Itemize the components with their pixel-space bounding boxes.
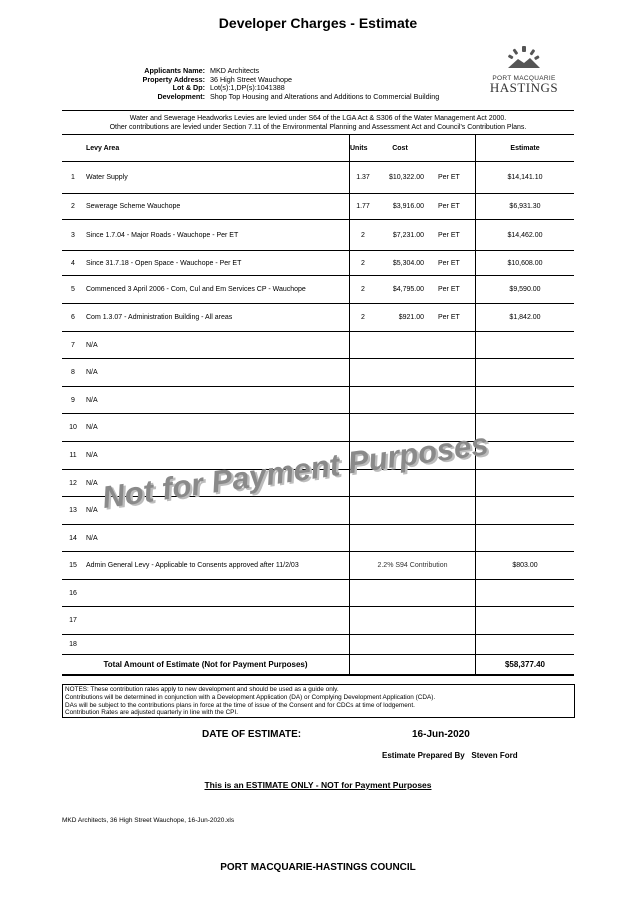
prepared-label: Estimate Prepared By xyxy=(382,751,465,760)
row-number: 1 xyxy=(62,162,84,194)
units-cell xyxy=(350,635,377,655)
per-cell xyxy=(424,332,476,359)
levy-name: N/A xyxy=(84,525,350,552)
row-number: 4 xyxy=(62,251,84,276)
estimate-cell: $803.00 xyxy=(476,552,575,580)
levy-name xyxy=(84,607,350,635)
table-row xyxy=(62,635,574,655)
units-cell: 2 xyxy=(350,276,377,304)
table-row xyxy=(62,525,574,552)
row-number: 11 xyxy=(62,442,84,470)
per-cell xyxy=(424,525,476,552)
units-cell: 1.37 xyxy=(350,162,377,194)
contribution-text: 2.2% S94 Contribution xyxy=(350,552,476,580)
per-cell xyxy=(424,387,476,414)
per-cell: Per ET xyxy=(424,162,476,194)
row-number: 7 xyxy=(62,332,84,359)
table-row xyxy=(62,162,574,194)
estimate-cell xyxy=(476,387,575,414)
levy-name: N/A xyxy=(84,470,350,497)
units-cell: 2 xyxy=(350,251,377,276)
development: Shop Top Housing and Alterations and Additions to Commercial Building xyxy=(210,91,440,101)
legal-text xyxy=(62,114,574,132)
cost-cell: $4,795.00 xyxy=(376,276,424,304)
prepared-name: Steven Ford xyxy=(471,751,518,760)
applicant-name: MKD Architects xyxy=(210,66,260,75)
row-number: 10 xyxy=(62,414,84,442)
lot-dp: Lot(s):1,DP(s):1041388 xyxy=(210,83,285,93)
row-number: 2 xyxy=(62,194,84,220)
cost-cell xyxy=(376,525,424,552)
notes-box xyxy=(62,684,575,718)
levy-name: Since 31.7.18 - Open Space - Wauchope - Per ET xyxy=(84,251,350,276)
table-row xyxy=(62,276,574,304)
levy-name: N/A xyxy=(84,497,350,525)
per-cell: Per ET xyxy=(424,251,476,276)
table-row xyxy=(62,304,574,332)
applicant-name-label: Applicants Name: xyxy=(144,66,205,75)
note-line: DAs will be subject to the contributions plans in force at the time of issue of the Consent and for CDCs at time of lodgement. xyxy=(65,701,415,709)
cost-cell: $5,304.00 xyxy=(376,251,424,276)
units-cell xyxy=(350,525,377,552)
table-row xyxy=(62,552,574,580)
levy-name xyxy=(84,580,350,607)
levy-name: N/A xyxy=(84,414,350,442)
row-number: 16 xyxy=(62,580,84,607)
table-row xyxy=(62,387,574,414)
levy-name: Water Supply xyxy=(84,162,350,194)
units-cell xyxy=(350,359,377,387)
levy-table xyxy=(62,135,574,676)
total-label: Total Amount of Estimate (Not for Payment Purposes) xyxy=(62,655,350,676)
cost-cell: $7,231.00 xyxy=(376,220,424,251)
units-cell xyxy=(350,414,377,442)
row-number: 13 xyxy=(62,497,84,525)
legal-line1: Water and Sewerage Headworks Levies are levied under S64 of the LGA Act & S306 of the Water Management Act 2000. xyxy=(129,115,507,122)
units-cell xyxy=(350,332,377,359)
table-row xyxy=(62,220,574,251)
levy-name: N/A xyxy=(84,442,350,470)
estimate-cell: $14,141.10 xyxy=(476,162,575,194)
estimate-cell xyxy=(476,470,575,497)
units-header: Units xyxy=(350,135,377,162)
cost-cell xyxy=(376,497,424,525)
per-cell xyxy=(424,470,476,497)
estimate-header: Estimate xyxy=(476,135,575,162)
levy-name: N/A xyxy=(84,359,350,387)
total-row xyxy=(62,655,574,676)
estimate-cell: $14,462.00 xyxy=(476,220,575,251)
estimate-cell xyxy=(476,580,575,607)
row-number: 14 xyxy=(62,525,84,552)
prepared-by xyxy=(382,751,518,760)
cost-cell xyxy=(376,332,424,359)
council-logo xyxy=(484,44,564,94)
row-number: 6 xyxy=(62,304,84,332)
estimate-cell xyxy=(476,442,575,470)
cost-cell xyxy=(376,359,424,387)
cost-cell: $921.00 xyxy=(376,304,424,332)
divider xyxy=(62,110,574,111)
cost-cell: $10,322.00 xyxy=(376,162,424,194)
per-cell xyxy=(424,607,476,635)
cost-cell xyxy=(376,580,424,607)
units-cell xyxy=(350,607,377,635)
estimate-cell: $10,608.00 xyxy=(476,251,575,276)
estimate-cell xyxy=(476,332,575,359)
units-cell xyxy=(350,497,377,525)
legal-line2: Other contributions are levied under Section 7.11 of the Environmental Planning and Assessment Act and Council's Contribution Plans. xyxy=(109,124,527,131)
levy-area-header: Levy Area xyxy=(84,135,350,162)
row-number: 3 xyxy=(62,220,84,251)
cost-cell: $3,916.00 xyxy=(376,194,424,220)
footer-filename: MKD Architects, 36 High Street Wauchope, 16-Jun-2020.xls xyxy=(62,817,235,824)
row-number: 12 xyxy=(62,470,84,497)
per-cell: Per ET xyxy=(424,220,476,251)
units-cell xyxy=(350,580,377,607)
table-row xyxy=(62,607,574,635)
per-cell xyxy=(424,497,476,525)
applicant-info xyxy=(80,67,439,101)
council-name: PORT MACQUARIE-HASTINGS COUNCIL xyxy=(220,862,416,873)
estimate-cell: $6,931.30 xyxy=(476,194,575,220)
table-row xyxy=(62,414,574,442)
levy-name: Sewerage Scheme Wauchope xyxy=(84,194,350,220)
cost-cell xyxy=(376,607,424,635)
levy-name: Com 1.3.07 - Administration Building - All areas xyxy=(84,304,350,332)
cost-cell xyxy=(376,387,424,414)
property-address: 36 High Street Wauchope xyxy=(210,74,293,84)
development-label: Development: xyxy=(157,91,205,101)
cost-cell xyxy=(376,635,424,655)
per-cell xyxy=(424,635,476,655)
table-row xyxy=(62,194,574,220)
levy-name: Commenced 3 April 2006 - Com, Cul and Em Services CP - Wauchope xyxy=(84,276,350,304)
row-number: 9 xyxy=(62,387,84,414)
cost-header: Cost xyxy=(376,135,424,162)
units-cell: 2 xyxy=(350,304,377,332)
per-cell: Per ET xyxy=(424,276,476,304)
levy-name: Since 1.7.04 - Major Roads - Wauchope - Per ET xyxy=(84,220,350,251)
estimate-cell: $1,842.00 xyxy=(476,304,575,332)
logo-line2: HASTINGS xyxy=(489,80,559,95)
estimate-cell xyxy=(476,497,575,525)
row-number: 15 xyxy=(62,552,84,580)
logo-line1: PORT MACQUARIE xyxy=(492,75,556,82)
row-number: 17 xyxy=(62,607,84,635)
per-cell xyxy=(424,359,476,387)
date-label: DATE OF ESTIMATE: xyxy=(202,729,302,740)
table-row xyxy=(62,580,574,607)
per-cell: Per ET xyxy=(424,304,476,332)
note-line: NOTES: These contribution rates apply to new development and should be used as a guide only. xyxy=(65,686,339,693)
units-cell: 2 xyxy=(350,220,377,251)
watermark: Not for Payment Purposes xyxy=(99,426,491,516)
date-value: 16-Jun-2020 xyxy=(412,729,470,740)
estimate-cell xyxy=(476,414,575,442)
estimate-cell xyxy=(476,607,575,635)
per-cell xyxy=(424,580,476,607)
estimate-cell xyxy=(476,359,575,387)
levy-name: Admin General Levy - Applicable to Consents approved after 11/2/03 xyxy=(84,552,350,580)
levy-name: N/A xyxy=(84,332,350,359)
levy-name: N/A xyxy=(84,387,350,414)
estimate-cell: $9,590.00 xyxy=(476,276,575,304)
levy-name xyxy=(84,635,350,655)
estimate-cell xyxy=(476,525,575,552)
table-row xyxy=(62,251,574,276)
disclaimer: This is an ESTIMATE ONLY - NOT for Payment Purposes xyxy=(204,780,432,790)
units-cell xyxy=(350,387,377,414)
row-number: 18 xyxy=(69,641,77,648)
estimate-cell xyxy=(476,635,575,655)
note-line: Contribution Rates are adjusted quarterly in line with the CPI. xyxy=(65,709,238,717)
table-row xyxy=(62,332,574,359)
lot-dp-label: Lot & Dp: xyxy=(172,83,205,93)
mountain-sun-icon xyxy=(504,44,544,70)
row-number: 8 xyxy=(62,359,84,387)
per-cell: Per ET xyxy=(424,194,476,220)
property-address-label: Property Address: xyxy=(142,74,205,84)
row-number: 5 xyxy=(62,276,84,304)
table-row xyxy=(62,359,574,387)
note-line: Contributions will be determined in conjunction with a Development Application (DA) or Complying Development Application (CDA). xyxy=(65,693,436,701)
page-title: Developer Charges - Estimate xyxy=(218,15,418,31)
units-cell: 1.77 xyxy=(350,194,377,220)
total-value: $58,377.40 xyxy=(476,655,575,676)
